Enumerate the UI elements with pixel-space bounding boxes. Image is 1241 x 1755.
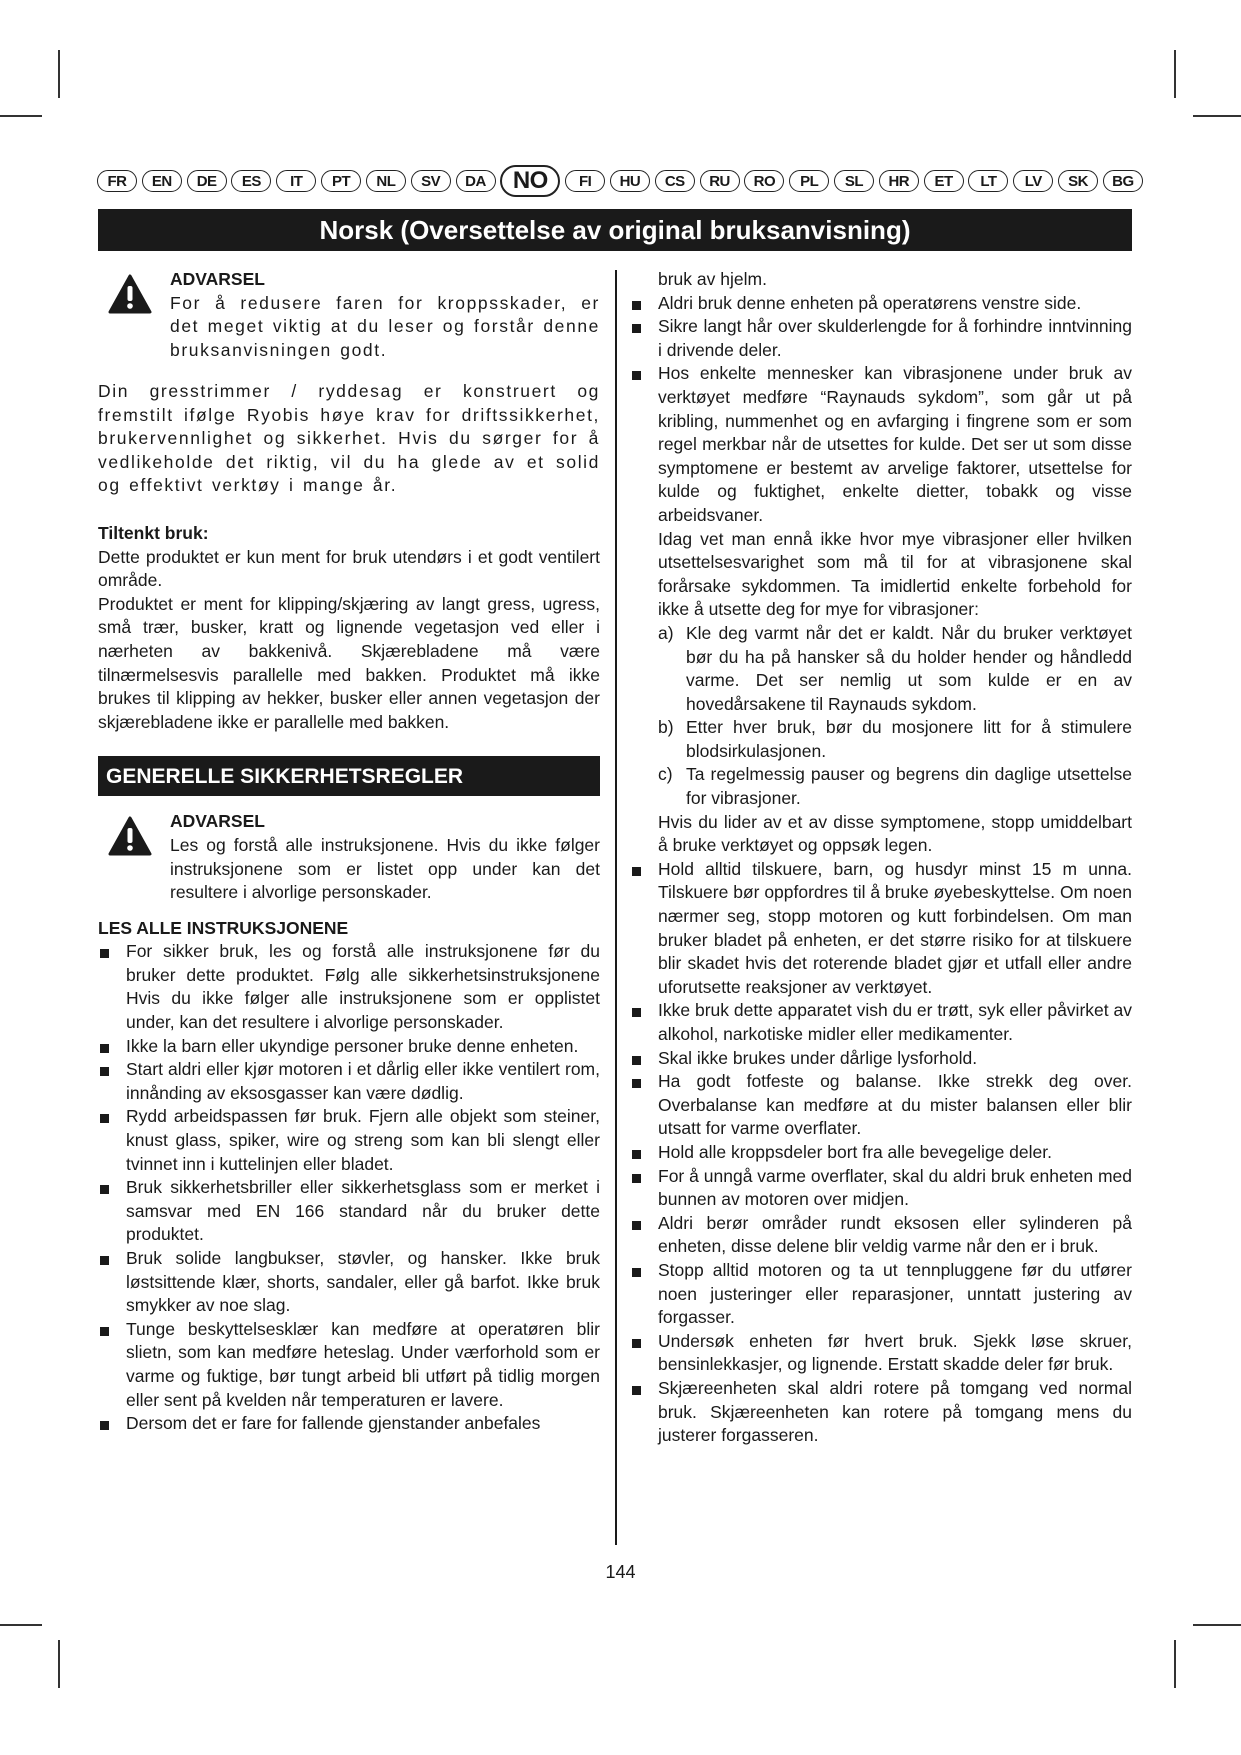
crop-mark [58, 1640, 60, 1688]
lang-de: DE [187, 170, 227, 192]
lang-it: IT [276, 170, 316, 192]
lang-da: DA [456, 170, 496, 192]
lang-hu: HU [610, 170, 650, 192]
raynaud-sublist [658, 622, 1132, 811]
crop-mark [0, 115, 42, 117]
list-item: Aldri berør områder rundt eksosen eller sylinderen på enheten, disse delene blir veldig varme når den er i bruk. [630, 1212, 1132, 1259]
lang-sl: SL [834, 170, 874, 192]
list-item: Hold alltid tilskuere, barn, og husdyr minst 15 m unna. Tilskuere bør oppfordres til å bruke øyebeskyttelse. Om noen nærmer seg, stopp motoren og kutt forbindelsen. Om man bruker bladet på enheten, er det større risiko for at tilskuere blir skadet hvis det roterende bladet gjør et utfall eller andre uforutsette reaksjoner av verktøyet. [630, 858, 1132, 1000]
list-item: Skjæreenheten skal aldri rotere på tomgang ved normal bruk. Skjæreenheten kan rotere på tomgang mens du justerer forgasseren. [630, 1377, 1132, 1448]
list-item: Rydd arbeidspassen før bruk. Fjern alle objekt som steiner, knust glass, spiker, wire og streng som kan bli slengt eller tvinnet inn i kuttelinjen eller bladet. [98, 1105, 600, 1176]
safety-list [630, 292, 1132, 1448]
list-item: Undersøk enheten før hvert bruk. Sjekk løse skruer, bensinlekkasjer, og lignende. Erstatt skadde deler før bruk. [630, 1330, 1132, 1377]
list-item: For å unngå varme overflater, skal du aldri bruk enheten med bunnen av motoren over midjen. [630, 1165, 1132, 1212]
right-column [630, 268, 1132, 1448]
list-item: Start aldri eller kjør motoren i et dårlig eller ikke ventilert rom, innånding av eksosgasser kan være dødlig. [98, 1058, 600, 1105]
list-item-raynaud [630, 362, 1132, 857]
intended-use-text: Dette produktet er kun ment for bruk utendørs i et godt ventilert område. [98, 546, 600, 591]
list-item: Aldri bruk denne enheten på operatørens venstre side. [630, 292, 1132, 316]
warning-icon [108, 816, 152, 856]
sub-list-text: Kle deg varmt når det er kaldt. Når du bruker verktøyet bør du ha på hansker så du holder hender og håndledd varme. Det ser nemlig ut som kulde er en av hovedårsakene til Raynauds sykdom. [686, 622, 1132, 714]
warning-box [98, 810, 600, 904]
list-item: Stopp alltid motoren og ta ut tennpluggene før du utfører noen justeringer eller reparasjoner, unntatt justering av forgasser. [630, 1259, 1132, 1330]
sub-list-item [658, 622, 1132, 716]
lang-lt: LT [968, 170, 1008, 192]
warning-title: ADVARSEL [170, 269, 265, 289]
lang-sk: SK [1058, 170, 1098, 192]
lang-sv: SV [411, 170, 451, 192]
lang-pt: PT [321, 170, 361, 192]
intro-paragraph: Din gresstrimmer / ryddesag er konstruert og fremstilt ifølge Ryobis høye krav for driftssikkerhet, brukervennlighet og sikkerhet. Hvis du sørger for å vedlikeholde det riktig, vil du ha glede av et solid og effektivt verktøy i mange år. [98, 381, 600, 496]
sub-list-marker: a) [658, 622, 674, 643]
crop-mark [1193, 1624, 1241, 1626]
sub-list-marker: b) [658, 717, 674, 738]
safety-list [98, 940, 600, 1435]
column-divider [615, 270, 617, 1545]
language-selector [97, 167, 1143, 195]
lang-fi: FI [565, 170, 605, 192]
sub-list-item [658, 716, 1132, 763]
lang-cs: CS [655, 170, 695, 192]
list-item: Skal ikke brukes under dårlige lysforhold. [630, 1047, 1132, 1071]
lang-nl: NL [366, 170, 406, 192]
continuation-text: bruk av hjelm. [658, 269, 767, 289]
list-item: Bruk solide langbukser, støvler, og hansker. Ikke bruk løstsittende klær, shorts, sandaler, eller gå barfot. Ikke bruk smykker av noe slag. [98, 1247, 600, 1318]
raynaud-paragraph: Idag vet man ennå ikke hvor mye vibrasjoner eller hvilken utsettelsesvarighet som må til for at vibrasjonene skal forårsake sykdommen. Ta imidlertid enkelte forbehold for ikke å utsette deg for mye for vibrasjoner: [658, 528, 1132, 620]
intended-use-heading: Tiltenkt bruk: [98, 522, 209, 543]
list-item: Tunge beskyttelsesklær kan medføre at operatøren blir slietn, som kan medføre heteslag. Under værforhold som er varme og fuktige, bør tungt arbeid bli utført på tidlig morgen eller sent på kvelden når temperaturen er lavere. [98, 1318, 600, 1412]
lang-hr: HR [879, 170, 919, 192]
list-item: For sikker bruk, les og forstå alle instruksjonene før du bruker dette produktet. Følg alle sikkerhetsinstruksjonene Hvis du ikke følger alle instruksjonene som er opplistet under, kan det resultere i alvorlige personskader. [98, 940, 600, 1034]
list-item: Ikke la barn eller ukyndige personer bruke denne enheten. [98, 1035, 600, 1059]
sub-list-text: Ta regelmessig pauser og begrens din daglige utsettelse for vibrasjoner. [686, 764, 1132, 809]
crop-mark [1174, 1640, 1176, 1688]
lang-no-active: NO [500, 165, 560, 197]
section-heading: GENERELLE SIKKERHETSREGLER [98, 756, 600, 796]
sub-list-marker: c) [658, 764, 673, 785]
list-item: Ikke bruk dette apparatet vish du er trøtt, syk eller påvirket av alkohol, narkotiske midler eller medikamenter. [630, 999, 1132, 1046]
intended-use-text: Produktet er ment for klipping/skjæring av langt gress, ugress, små trær, busker, kratt og lignende vegetasjon ved eller i nærheten av bakkenivå. Skjærebladene må være tilnærmelsesvis parallelle med bakken. Produktet må ikke brukes til klipping av hekker, busker eller annen vegetasjon der skjærebladene ikke er parallelle med bakken. [98, 593, 600, 732]
warning-title: ADVARSEL [170, 811, 265, 832]
lang-ru: RU [700, 170, 740, 192]
sub-list-item [658, 763, 1132, 810]
page-number: 144 [605, 1562, 636, 1582]
crop-mark [1193, 115, 1241, 117]
raynaud-paragraph: Hos enkelte mennesker kan vibrasjonene under bruk av verktøyet medføre “Raynauds sykdom”, som går ut på kribling, nummenhet og en avfarging i fingrene som er som regel merkbar når de utsettes for kulde. Det ser ut som disse symptomene er bestemt av arvelige faktorer, utsettelse for kulde og fuktighet, enkelte dietter, tobakk og visse arbeidsvaner. [658, 363, 1132, 525]
read-all-heading: LES ALLE INSTRUKSJONENE [98, 917, 349, 938]
crop-mark [1174, 50, 1176, 98]
warning-icon [108, 274, 152, 314]
warning-box [98, 268, 600, 364]
warning-text: For å redusere faren for kroppsskader, er det meget viktig at du leser og forstår denne bruksanvisningen godt. [170, 292, 600, 360]
warning-text: Les og forstå alle instruksjonene. Hvis du ikke følger instruksjonene som er listet opp under kan det resultere i alvorlige personskader. [170, 834, 600, 903]
list-item: Bruk sikkerhetsbriller eller sikkerhetsglass som er merket i samsvar med EN 166 standard når du bruker dette produktet. [98, 1176, 600, 1247]
lang-et: ET [924, 170, 964, 192]
raynaud-paragraph: Hvis du lider av et av disse symptomene, stopp umiddelbart å bruke verktøyet og oppsøk legen. [658, 811, 1132, 856]
lang-lv: LV [1013, 170, 1053, 192]
lang-en: EN [142, 170, 182, 192]
list-item: Hold alle kroppsdeler bort fra alle bevegelige deler. [630, 1141, 1132, 1165]
lang-fr: FR [97, 170, 137, 192]
sub-list-text: Etter hver bruk, bør du mosjonere litt for å stimulere blodsirkulasjonen. [686, 717, 1132, 761]
lang-ro: RO [744, 170, 784, 192]
left-column [98, 268, 600, 1436]
page-title: Norsk (Oversettelse av original bruksanvisning) [98, 209, 1132, 251]
list-item: Dersom det er fare for fallende gjenstander anbefales [98, 1412, 600, 1436]
lang-pl: PL [789, 170, 829, 192]
crop-mark [0, 1624, 42, 1626]
crop-mark [58, 50, 60, 98]
lang-es: ES [231, 170, 271, 192]
list-item: Ha godt fotfeste og balanse. Ikke strekk deg over. Overbalanse kan medføre at du mister balansen eller blir utsatt for varme overflater. [630, 1070, 1132, 1141]
list-item: Sikre langt hår over skulderlengde for å forhindre inntvinning i drivende deler. [630, 315, 1132, 362]
lang-bg: BG [1103, 170, 1143, 192]
